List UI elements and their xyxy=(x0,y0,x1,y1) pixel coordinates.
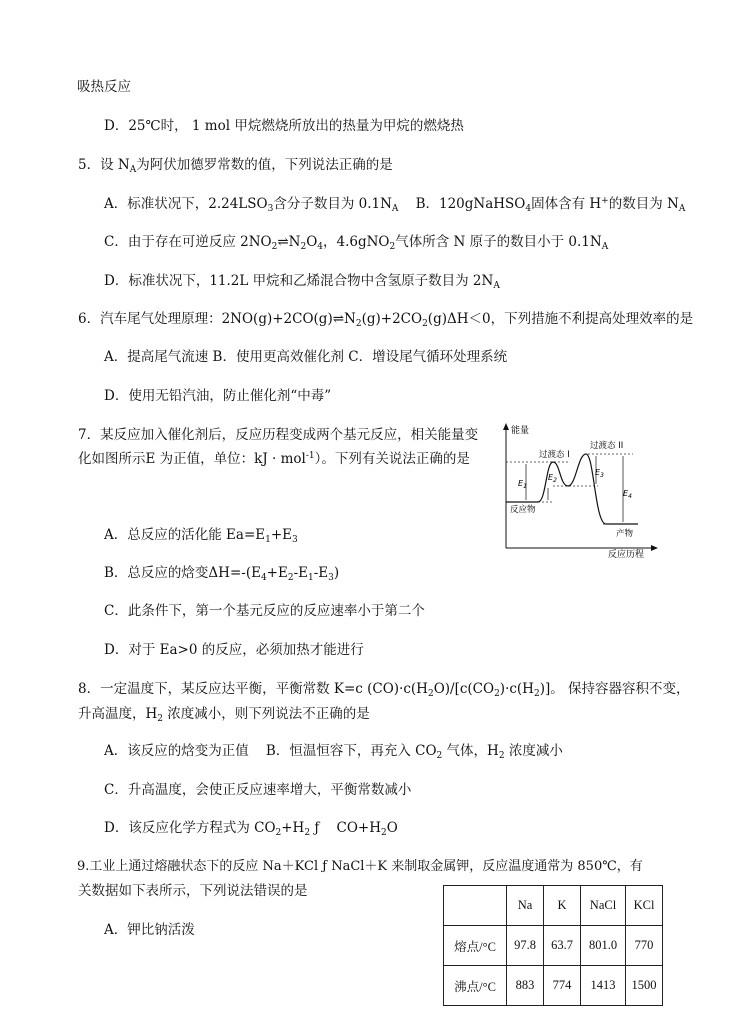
option-5ab: A．标准状况下，$2.24LSO_3$含分子数目为 $0.1N_A$ B．120gNaHSO$_4$固体含有 H+的数目为 $N_A$ xyxy=(104,196,686,214)
table-cell: 63.7 xyxy=(544,926,581,966)
table-cell: 1413 xyxy=(581,966,626,1006)
question-8-line2: 升高温度，$H_2$ 浓度减小，则下列说法不正确的是 xyxy=(78,706,370,724)
reactant-label: 反应物 xyxy=(510,505,536,515)
option-5d: D．标准状况下，11.2L 甲烷和乙烯混合物中含氢原子数目为 $2N_A$ xyxy=(104,273,500,291)
question-9-line2: 关数据如下表所示，下列说法错误的是 xyxy=(78,883,308,899)
e4-label: $E_4$ xyxy=(623,489,632,500)
e1-label: $E_1$ xyxy=(518,479,527,490)
question-8-line1: 8．一定温度下，某反应达平衡，平衡常数 K=c $(CO)\cdot c(H_2O)/[c(CO_2)\cdot c(H_2)]$。 保持容器容积不变， xyxy=(78,681,690,699)
table-cell: 97.8 xyxy=(507,926,544,966)
table-cell: 770 xyxy=(626,926,663,966)
x-axis-arrow xyxy=(651,545,658,551)
table-cell: 熔点/°C xyxy=(444,926,507,966)
properties-table xyxy=(443,885,663,1006)
option-7b: B．总反应的焓变$\Delta H=-(E_4+E_2-E_1-E_3)$ xyxy=(104,565,340,583)
option-7d: D．对于 Ea>0 的反应，必须加热才能进行 xyxy=(104,642,364,658)
y-axis-arrow xyxy=(503,423,509,430)
question-5: 5．设 $N_A$为阿伏加德罗常数的值，下列说法正确的是 xyxy=(78,157,393,175)
energy-diagram xyxy=(498,420,660,558)
option-9a: A．钾比钠活泼 xyxy=(104,922,195,938)
option-8c: C．升高温度，会使正反应速率增大，平衡常数减小 xyxy=(104,782,412,798)
x-axis-label: 反应历程 xyxy=(608,550,645,558)
table-header-cell: Na xyxy=(507,886,544,926)
question-7-line1: 7．某反应加入催化剂后，反应历程变成两个基元反应，相关能量变 xyxy=(78,427,479,443)
table-row xyxy=(444,926,663,966)
y-axis-label: 能量 xyxy=(511,426,530,436)
table-cell: 1500 xyxy=(626,966,663,1006)
option-5c: C．由于存在可逆反应 $2NO_2\rightleftharpoons N_2O_4$，4.6gNO$_2$气体所含 N 原子的数目小于 $0.1N_A$ xyxy=(104,234,609,252)
option-8d: D．该反应化学方程式为 $CO_2+H_2$ ƒ $CO+H_2O$ xyxy=(104,820,398,838)
transition-state-2-label: 过渡态 II xyxy=(590,441,624,451)
question-6: 6．汽车尾气处理原理：$2NO(g)+2CO(g)\rightleftharpoons N_2(g)+2CO_2(g)\Delta H<0$，下列措施不利提高处理效率的是 xyxy=(78,311,694,329)
table-header-cell: K xyxy=(544,886,581,926)
table-cell: 沸点/°C xyxy=(444,966,507,1006)
table-header-row xyxy=(444,886,663,926)
table-header-cell: KCl xyxy=(626,886,663,926)
option-8ab: A．该反应的焓变为正值 B．恒温恒容下，再充入 $CO_2$ 气体，$H_2$ 浓度减小 xyxy=(104,743,563,761)
option-7c: C．此条件下，第一个基元反应的反应速率小于第二个 xyxy=(104,603,425,619)
table-cell: 774 xyxy=(544,966,581,1006)
table-header-cell: NaCl xyxy=(581,886,626,926)
e2-label: $E_2$ xyxy=(548,473,557,484)
transition-state-1-label: 过渡态 I xyxy=(539,450,570,460)
option-6d: D．使用无铅汽油，防止催化剂“中毒” xyxy=(104,388,332,404)
table-header-cell xyxy=(444,886,507,926)
option-6abc: A．提高尾气流速 B．使用更高效催化剂 C．增设尾气循环处理系统 xyxy=(104,349,508,365)
table-cell: 801.0 xyxy=(581,926,626,966)
question-7-line2: 化如图所示E 为正值，单位：kJ · mol$^{-1}$）。下列有关说法正确的是 xyxy=(78,451,470,467)
option-4d: D．25℃时， 1 mol 甲烷燃烧所放出的热量为甲烷的燃烧热 xyxy=(104,118,464,134)
option-7a: A．总反应的活化能 $Ea=E_1+E_3$ xyxy=(104,527,298,545)
e3-label: $E_3$ xyxy=(595,468,604,479)
table-cell: 883 xyxy=(507,966,544,1006)
text-line: 吸热反应 xyxy=(77,79,131,95)
question-9-line1: 9.工业上通过熔融状态下的反应 Na＋KCl ƒ NaCl＋K 来制取金属钾，反应温度通常为 850℃，有 xyxy=(77,859,643,874)
product-label: 产物 xyxy=(616,529,634,539)
table-row xyxy=(444,966,663,1006)
